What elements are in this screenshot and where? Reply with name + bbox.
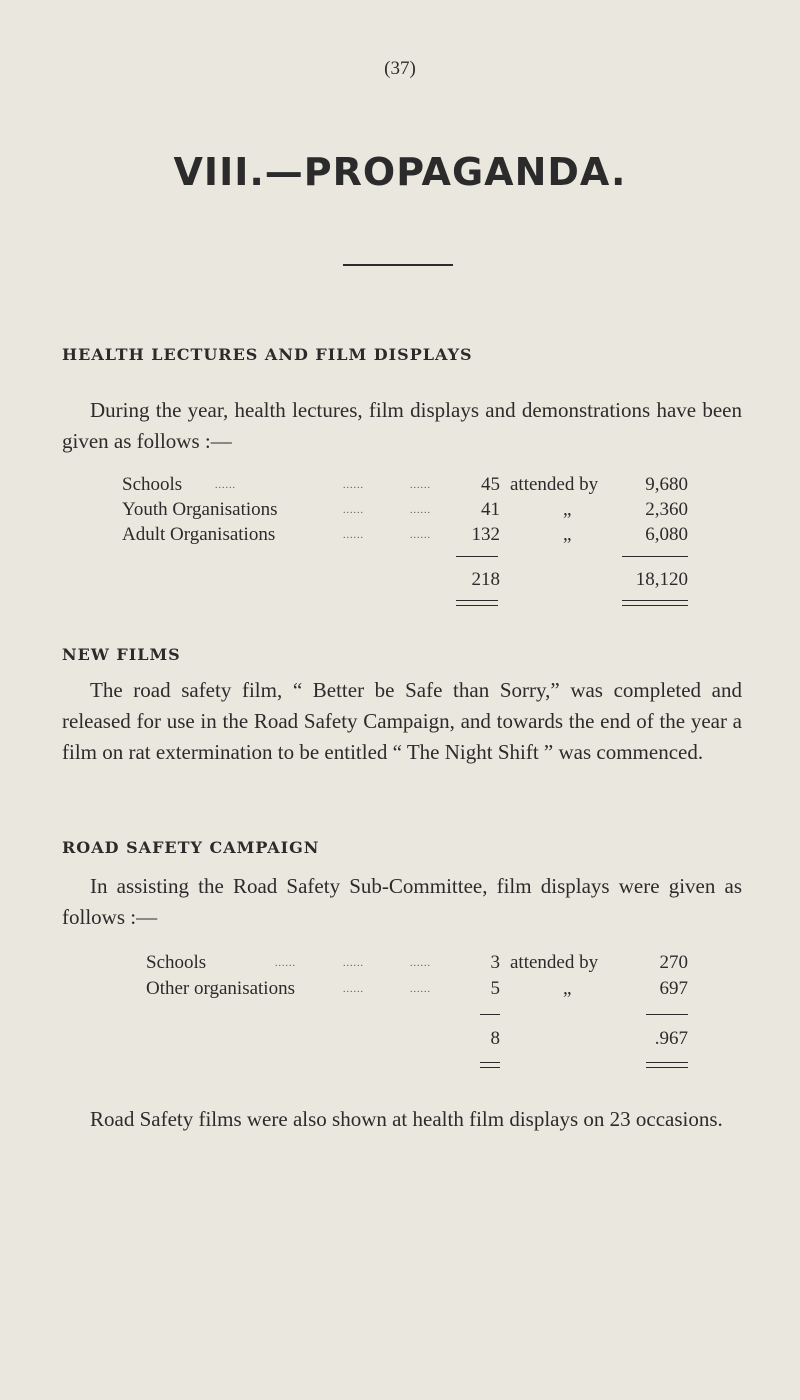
section-heading-road-safety: ROAD SAFETY CAMPAIGN [62, 838, 320, 857]
total-double-rule [480, 1062, 500, 1068]
title-divider [343, 264, 453, 266]
table-row [0, 524, 800, 550]
row-count: 3 [490, 952, 500, 973]
leader-dots: ...... [215, 480, 236, 491]
total-count: 218 [471, 569, 500, 590]
row-label: Other organisations [146, 978, 295, 999]
leader-dots: ...... [410, 480, 431, 491]
road-safety-closing-paragraph: Road Safety films were also shown at health film displays on 23 occasions. [90, 1107, 723, 1131]
total-row [0, 569, 800, 595]
new-films-paragraph: The road safety film, “ Better be Safe than Sorry,” was completed and released for use in the Road Safety Campaign, and towards the end of the year a film on rat extermination to be entitled “ The Night Shift ” was commenced. [62, 678, 742, 764]
leader-dots: ...... [410, 530, 431, 541]
row-mid: „ [563, 978, 572, 999]
row-count: 41 [481, 499, 500, 520]
leader-dots: ...... [343, 480, 364, 491]
leader-dots: ...... [410, 984, 431, 995]
total-double-rule [646, 1062, 688, 1068]
leader-dots: ...... [343, 505, 364, 516]
subtotal-rule [622, 556, 688, 557]
subtotal-rule [456, 556, 498, 557]
row-mid: „ [563, 499, 572, 520]
total-double-rule [622, 600, 688, 606]
row-count: 5 [490, 978, 500, 999]
row-attendance: 697 [659, 978, 688, 999]
total-row [0, 1028, 800, 1054]
row-mid: „ [563, 524, 572, 545]
section-heading-new-films: NEW FILMS [62, 645, 181, 664]
subtotal-rule [646, 1014, 688, 1015]
leader-dots: ...... [343, 530, 364, 541]
table-row [0, 474, 800, 500]
road-safety-intro-paragraph: In assisting the Road Safety Sub-Committee, film displays were given as follows :— [62, 874, 742, 929]
row-count: 132 [471, 524, 500, 545]
health-intro-paragraph: During the year, health lectures, film displays and demonstrations have been given as follows :— [62, 398, 742, 453]
subtotal-rule [480, 1014, 500, 1015]
row-label: Youth Organisations [122, 499, 278, 520]
leader-dots: ...... [343, 958, 364, 969]
leader-dots: ...... [275, 958, 296, 969]
table-row [0, 499, 800, 525]
row-mid: attended by [510, 952, 599, 973]
total-attendance: .967 [654, 1028, 688, 1049]
row-label: Adult Organisations [122, 524, 276, 545]
page-title: VIII.—PROPAGANDA. [173, 150, 627, 194]
total-double-rule [456, 600, 498, 606]
leader-dots: ...... [343, 984, 364, 995]
row-attendance: 6,080 [645, 524, 688, 545]
row-count: 45 [481, 474, 500, 495]
table-row [0, 978, 800, 1004]
leader-dots: ...... [410, 958, 431, 969]
total-count: 8 [490, 1028, 500, 1049]
row-attendance: 270 [659, 952, 688, 973]
table-row [0, 952, 800, 978]
row-label: Schools [122, 474, 183, 495]
leader-dots: ...... [410, 505, 431, 516]
row-mid: attended by [510, 474, 599, 495]
section-heading-health: HEALTH LECTURES AND FILM DISPLAYS [62, 345, 473, 364]
row-label: Schools [146, 952, 207, 973]
row-attendance: 2,360 [645, 499, 688, 520]
total-attendance: 18,120 [635, 569, 688, 590]
page-number: (37) [384, 58, 416, 79]
row-attendance: 9,680 [645, 474, 688, 495]
